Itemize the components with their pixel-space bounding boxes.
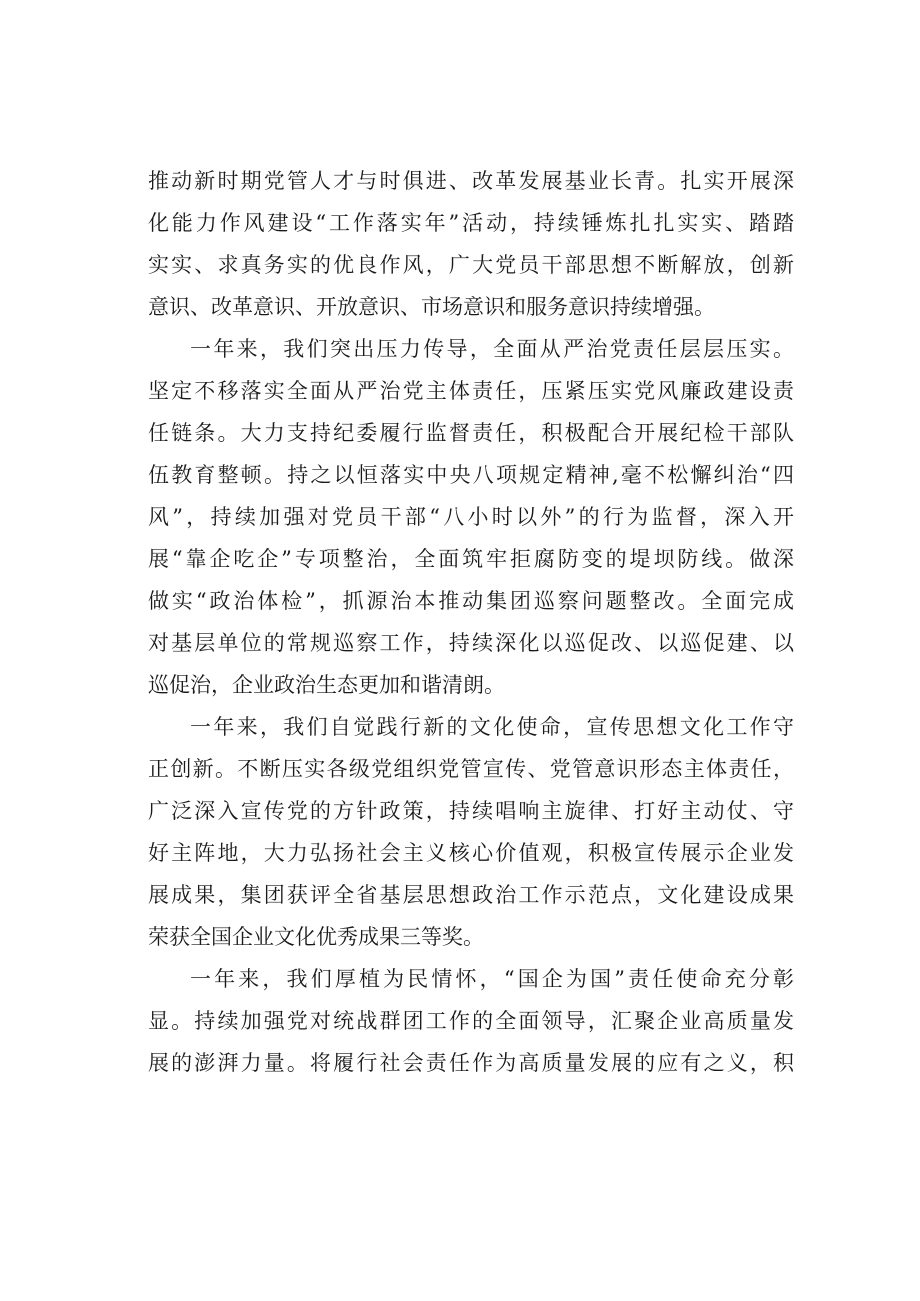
text-line: 实实、求真务实的优良作风，广大党员干部思想不断解放，创新 [148,253,794,277]
paragraph-talent-and-style [148,160,794,328]
text-line: 一年来，我们自觉践行新的文化使命，宣传思想文化工作守 [190,715,794,739]
text-line: 风”，持续加强对党员干部“八小时以外”的行为监督，深入开 [148,505,794,529]
text-line: 对基层单位的常规巡察工作，持续深化以巡促改、以巡促建、以 [148,631,794,655]
text-line: 广泛深入宣传党的方针政策，持续唱响主旋律、打好主动仗、守 [148,799,794,823]
text-line: 巡促治，企业政治生态更加和谐清朗。 [148,673,505,697]
text-line: 推动新时期党管人才与时俱进、改革发展基业长青。扎实开展深 [148,169,794,193]
paragraph-social-responsibility [148,958,794,1084]
text-line: 好主阵地，大力弘扬社会主义核心价值观，积极宣传展示企业发 [148,841,794,865]
text-line: 伍教育整顿。持之以恒落实中央八项规定精神,毫不松懈纠治“四 [148,463,794,487]
text-line: 荣获全国企业文化优秀成果三等奖。 [148,925,484,949]
text-line: 展成果，集团获评全省基层思想政治工作示范点，文化建设成果 [148,883,794,907]
text-line: 正创新。不断压实各级党组织党管宣传、党管意识形态主体责任， [148,757,794,781]
text-line: 意识、改革意识、开放意识、市场意识和服务意识持续增强。 [148,295,715,319]
text-line: 做实“政治体检”，抓源治本推动集团巡察问题整改。全面完成 [148,589,794,613]
text-line: 一年来，我们突出压力传导，全面从严治党责任层层压实。 [190,337,794,361]
paragraph-strict-party-governance [148,328,794,706]
text-line: 展的澎湃力量。将履行社会责任作为高质量发展的应有之义，积 [148,1051,794,1075]
document-body [148,160,794,1084]
text-line: 坚定不移落实全面从严治党主体责任，压紧压实党风廉政建设责 [148,379,794,403]
text-line: 任链条。大力支持纪委履行监督责任，积极配合开展纪检干部队 [148,421,794,445]
paragraph-cultural-mission [148,706,794,958]
text-line: 展“靠企吃企”专项整治，全面筑牢拒腐防变的堤坝防线。做深 [148,547,794,571]
text-line: 一年来，我们厚植为民情怀，“国企为国”责任使命充分彰 [190,967,794,991]
text-line: 化能力作风建设“工作落实年”活动，持续锤炼扎扎实实、踏踏 [148,211,794,235]
text-line: 显。持续加强党对统战群团工作的全面领导，汇聚企业高质量发 [148,1009,794,1033]
